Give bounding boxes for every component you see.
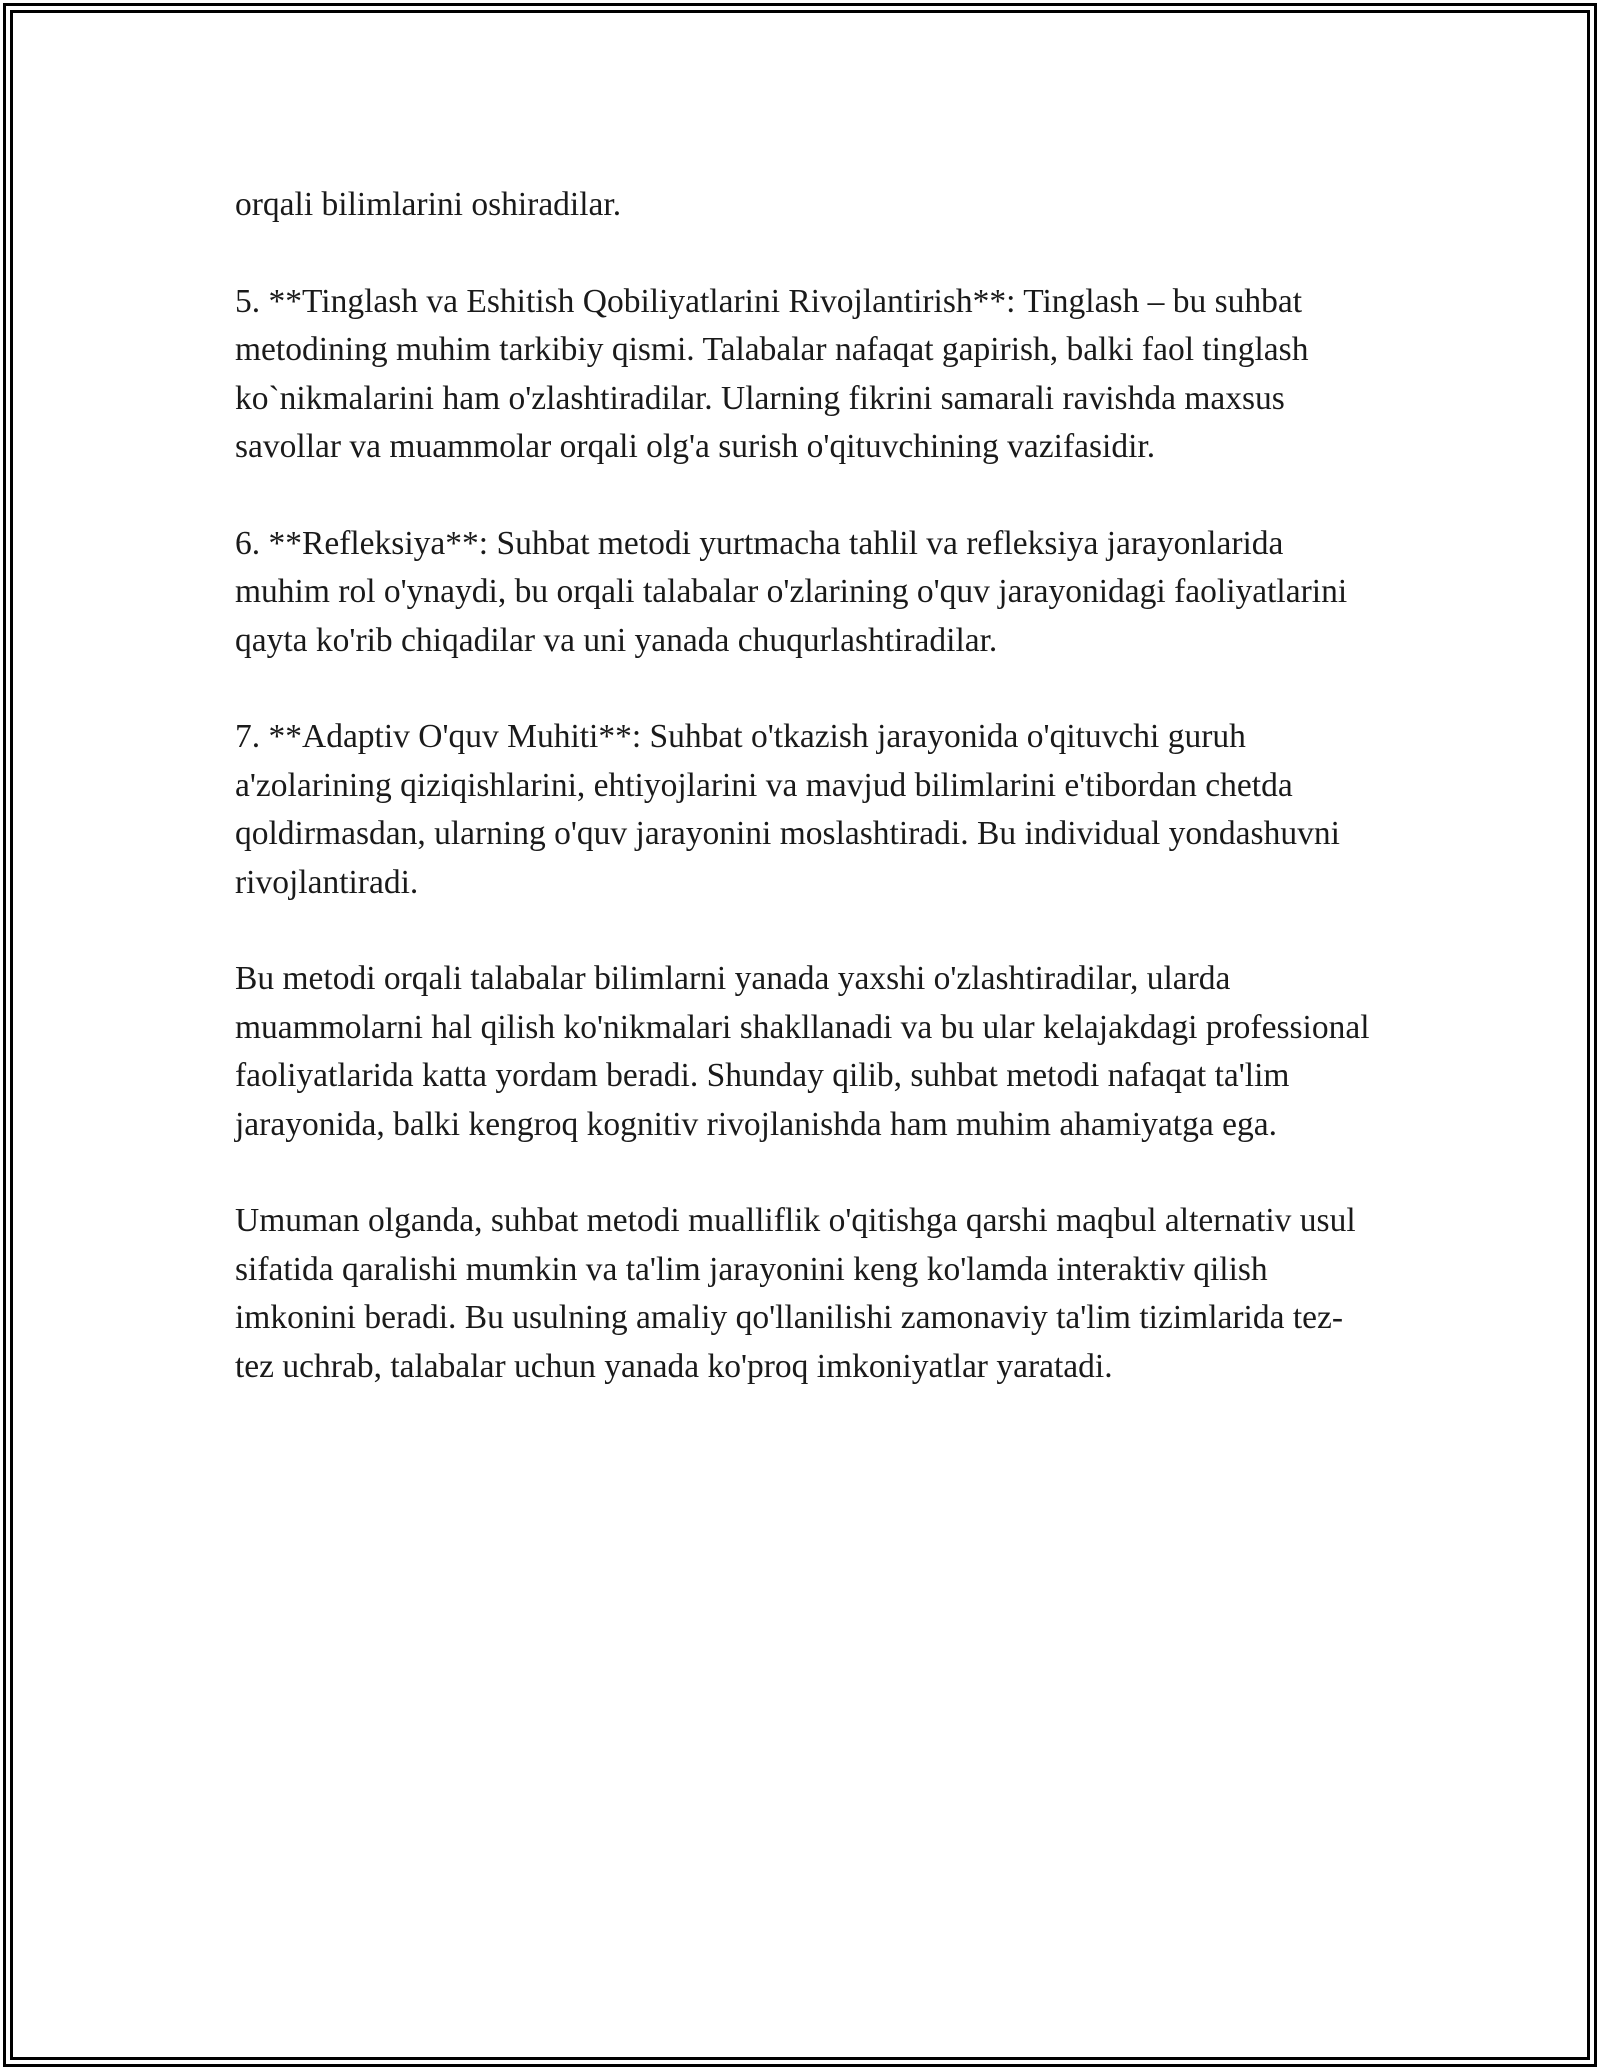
document-body bbox=[235, 181, 1375, 1439]
paragraph-reflection: 6. **Refleksiya**: Suhbat metodi yurtmacha tahlil va refleksiya jarayonlarida muhim rol o'ynaydi, bu orqali talabalar o'zlarining o'quv jarayonidagi faoliyatlarini qayta ko'rib chiqadilar va uni yanada chuqurlashtiradilar. bbox=[235, 524, 1348, 659]
paragraph-conclusion: Umuman olganda, suhbat metodi mualliflik o'qitishga qarshi maqbul alternativ usul sifatida qaralishi mumkin va ta'lim jarayonini keng ko'lamda interaktiv qilish imkonini beradi. Bu usulning amaliy qo'llanilishi zamonaviy ta'lim tizimlarida tez-tez uchrab, talabalar uchun yanada ko'proq imkoniyatlar yaratadi. bbox=[235, 1202, 1356, 1385]
paragraph-listening-skills: 5. **Tinglash va Eshitish Qobiliyatlarini Rivojlantirish**: Tinglash – bu suhbat metodining muhim tarkibiy qismi. Talabalar nafaqat gapirish, balki faol tinglash ko`nikmalarini ham o'zlashtiradilar. Ularning fikrini samarali ravishda maxsus savollar va muammolar orqali olg'a surish o'qituvchining vazifasidir. bbox=[235, 282, 1309, 466]
paragraph-method-benefits: Bu metodi orqali talabalar bilimlarni yanada yaxshi o'zlashtiradilar, ularda muammolarni hal qilish ko'nikmalari shakllanadi va bu ular kelajakdagi professional faoliyatlarida katta yordam beradi. Shunday qilib, suhbat metodi nafaqat ta'lim jarayonida, balki kengroq kognitiv rivojlanishda ham muhim ahamiyatga ega. bbox=[235, 960, 1370, 1143]
paragraph-adaptive-environment: 7. **Adaptiv O'quv Muhiti**: Suhbat o'tkazish jarayonida o'qituvchi guruh a'zolarining qiziqishlarini, ehtiyojlarini va mavjud bilimlarini e'tibordan chetda qoldirmasdan, ularning o'quv jarayonini moslashtiradi. Bu individual yondashuvni rivojlantiradi. bbox=[235, 718, 1340, 901]
paragraph-continuation: orqali bilimlarini oshiradilar. bbox=[235, 186, 622, 223]
